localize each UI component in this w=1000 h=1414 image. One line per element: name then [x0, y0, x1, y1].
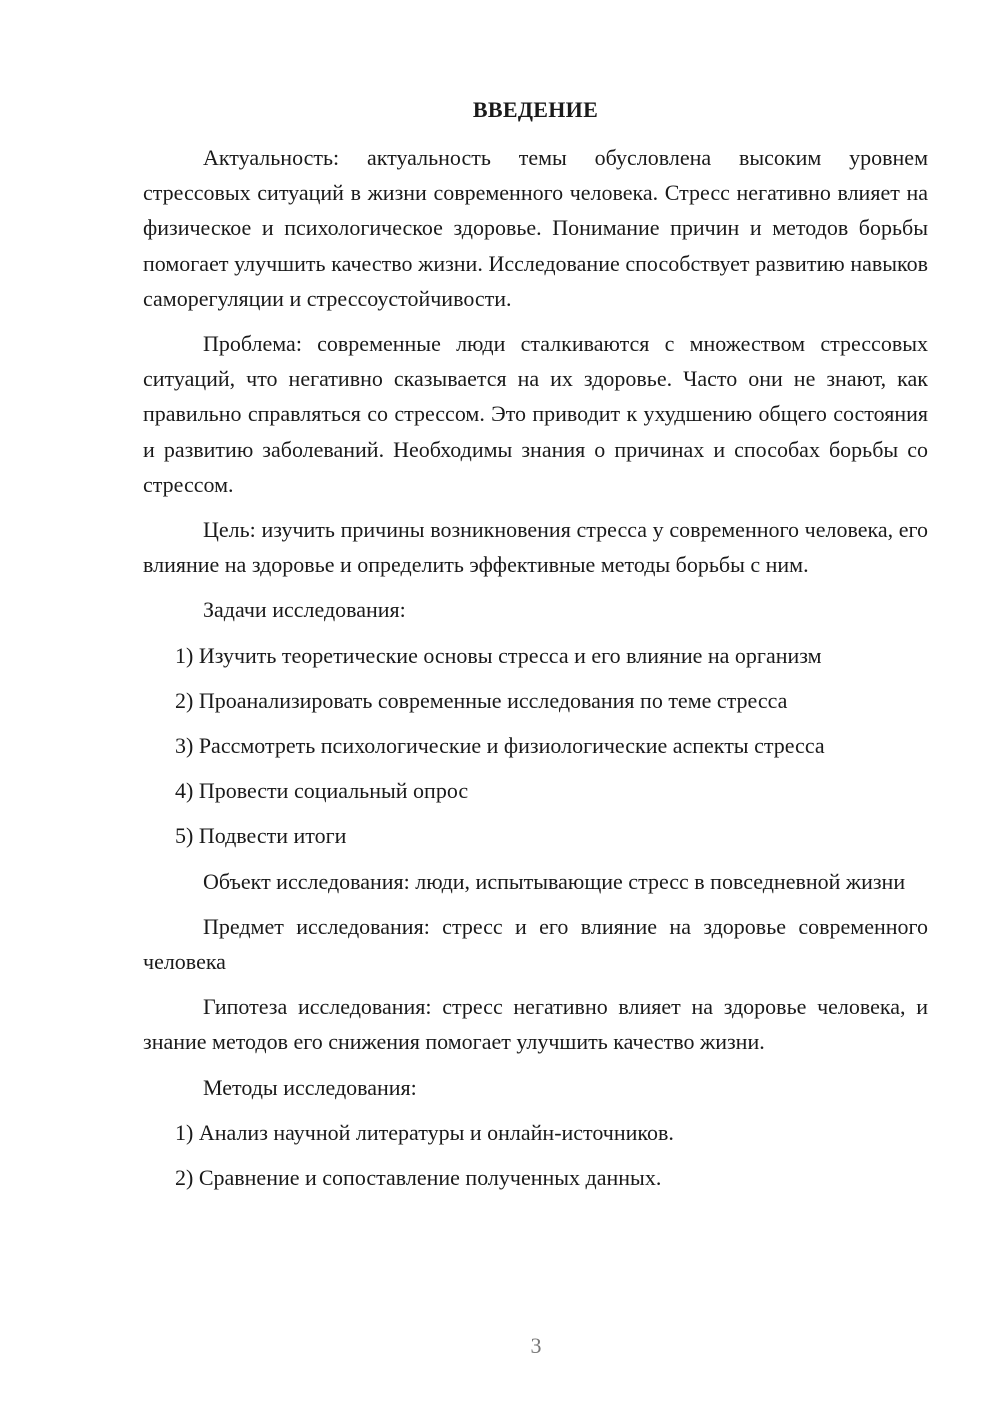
- goal-paragraph: Цель: изучить причины возникновения стресса у современного человека, его влияние на здоровье и определить эффективные методы борьбы с ним.: [143, 517, 928, 578]
- relevance-paragraph: Актуальность: актуальность темы обусловлена высоким уровнем стрессовых ситуаций в жизни современного человека. Стресс негативно влияет на физическое и психологическое здоровье. Понимание причин и методов борьбы помогает улучшить качество жизни. Исследование способствует развитию навыков саморегуляции и стрессоустойчивости.: [143, 145, 928, 311]
- task-item: 4) Провести социальный опрос: [175, 778, 469, 804]
- subject-paragraph: Предмет исследования: стресс и его влияние на здоровье современного человека: [143, 913, 928, 975]
- document-page: [143, 92, 928, 1205]
- task-item: 5) Подвести итоги: [175, 823, 347, 849]
- object-paragraph: Объект исследования: люди, испытывающие стресс в повседневной жизни: [203, 868, 906, 894]
- problem-paragraph: Проблема: современные люди сталкиваются с множеством стрессовых ситуаций, что негативно сказывается на их здоровье. Часто они не знают, как правильно справляться со стрессом. Это приводит к ухудшению общего состояния и развитию заболеваний. Необходимы знания о причинах и способах борьбы со стрессом.: [143, 331, 928, 497]
- section-title: ВВЕДЕНИЕ: [472, 97, 599, 122]
- page-number: 3: [530, 1333, 542, 1358]
- hypothesis-paragraph: Гипотеза исследования: стресс негативно влияет на здоровье человека, и знание методов его снижения помогает улучшить качество жизни.: [143, 994, 928, 1055]
- method-item: 1) Анализ научной литературы и онлайн-источников.: [175, 1119, 674, 1145]
- methods-list: [143, 1115, 928, 1195]
- method-item: 2) Сравнение и сопоставление полученных данных.: [175, 1165, 662, 1191]
- tasks-list: [143, 638, 928, 854]
- methods-heading: Методы исследования:: [203, 1074, 417, 1100]
- task-item: 1) Изучить теоретические основы стресса и его влияние на организм: [175, 642, 822, 668]
- task-item: 3) Рассмотреть психологические и физиологические аспекты стресса: [175, 733, 825, 759]
- tasks-heading: Задачи исследования:: [203, 597, 406, 623]
- task-item: 2) Проанализировать современные исследования по теме стресса: [175, 687, 788, 713]
